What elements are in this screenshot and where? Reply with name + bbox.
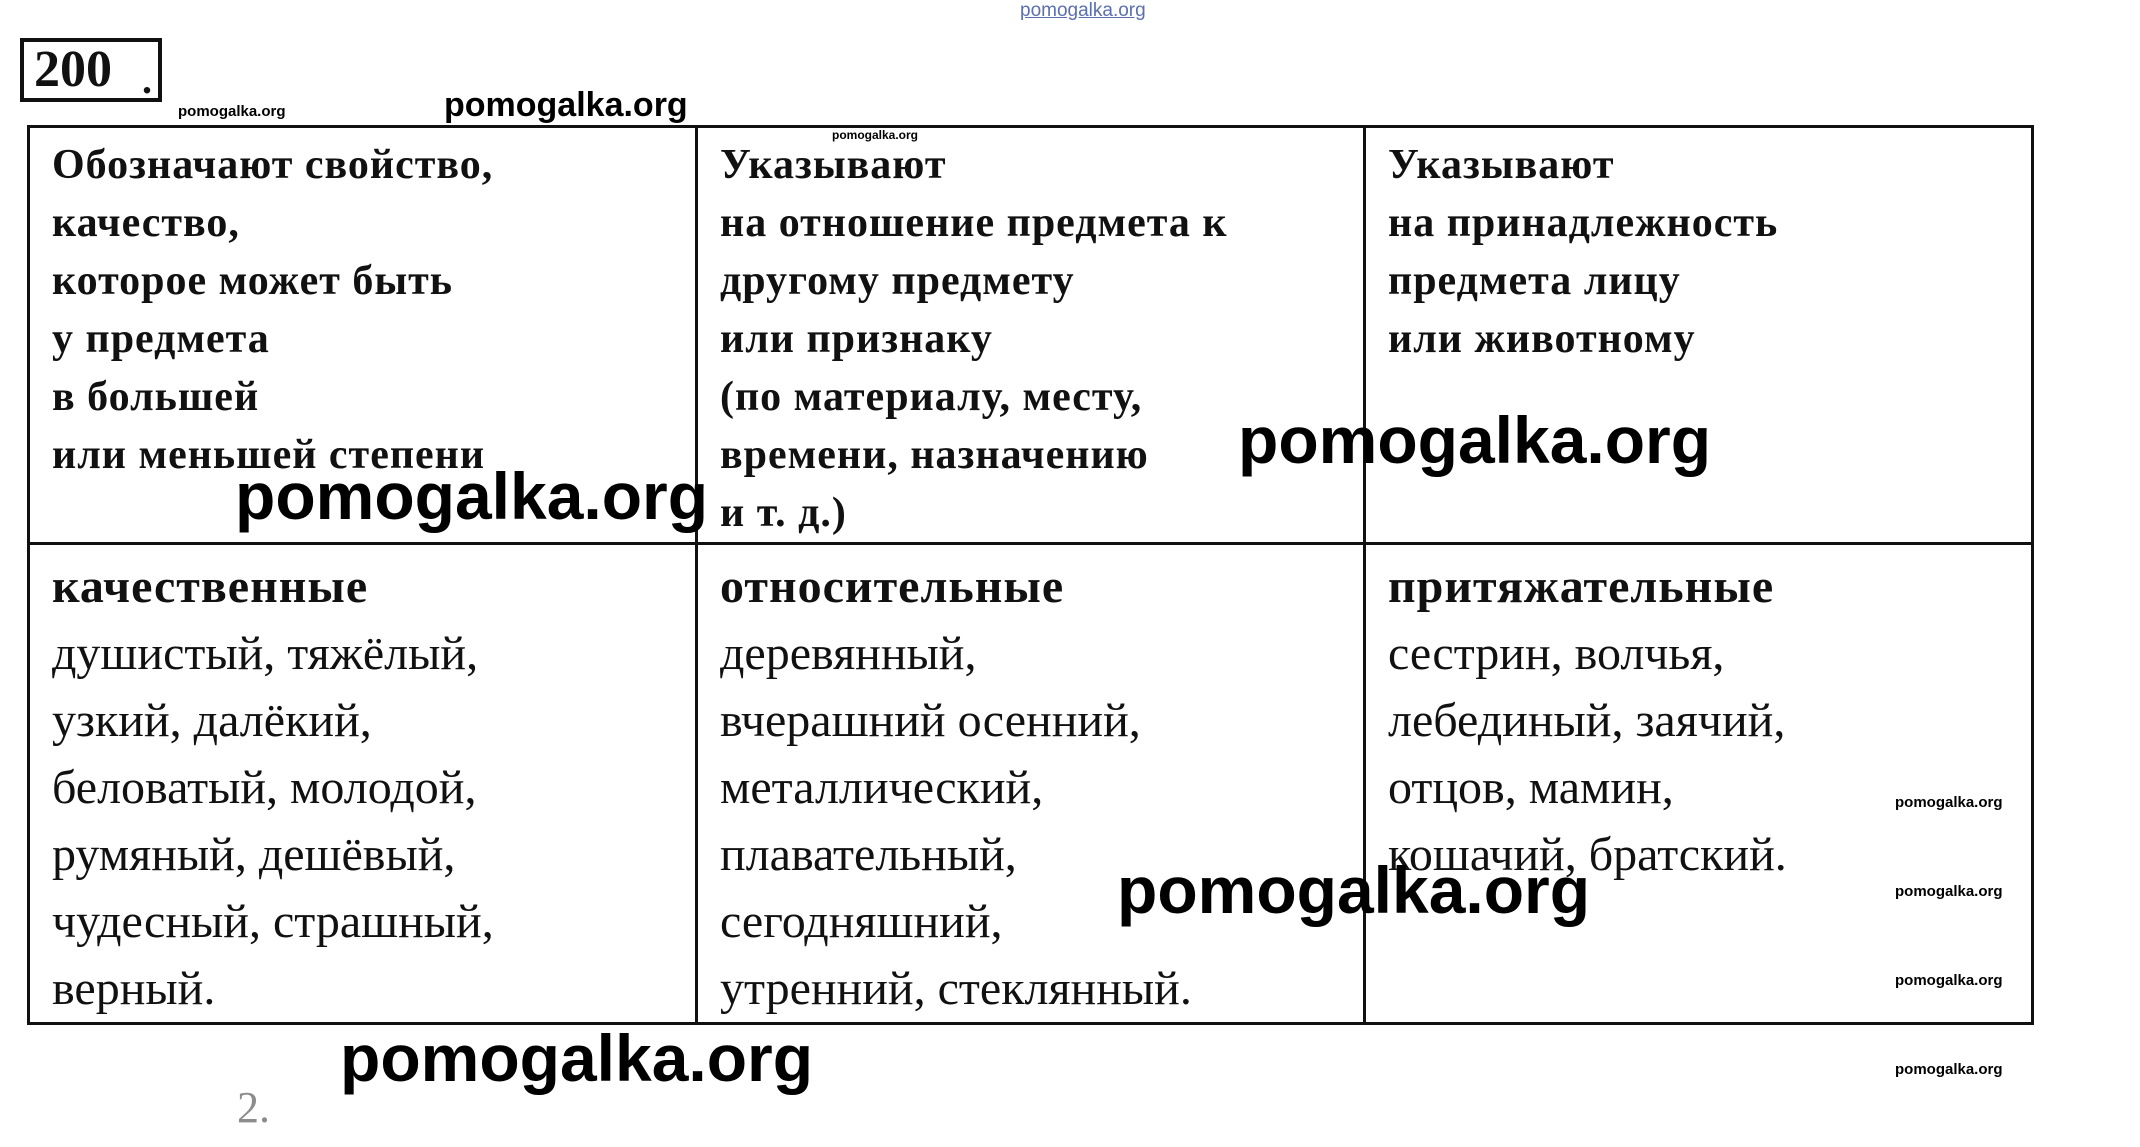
category-title: притяжательные (1388, 560, 1775, 613)
example-line: деревянный, (720, 627, 977, 680)
watermark-top: pomogalka.org (1020, 0, 1146, 21)
examples-cell-relative (697, 544, 1365, 1024)
watermark-small: pomogalka.org (1895, 1061, 2003, 1078)
header-line: которое может быть (52, 258, 453, 304)
page-number: 2. (237, 1083, 270, 1132)
example-line: верный. (52, 962, 216, 1015)
header-line: качество, (52, 200, 240, 246)
header-line: на отношение предмета к (720, 200, 1228, 246)
category-title: относительные (720, 560, 1065, 613)
example-line: душистый, тяжёлый, (52, 627, 479, 680)
watermark-small: pomogalka.org (1895, 883, 2003, 900)
adjective-categories-table (27, 125, 2034, 1025)
header-line: времени, назначению (720, 432, 1149, 478)
example-line: плавательный, (720, 828, 1017, 881)
example-line: кошачий, братский. (1388, 828, 1787, 881)
watermark-small: pomogalka.org (178, 103, 286, 120)
header-cell-possessive (1365, 127, 2033, 544)
watermark-small: pomogalka.org (1895, 794, 2003, 811)
header-line: Указывают (1388, 142, 1615, 188)
exercise-number-dot: . (142, 57, 152, 102)
example-line: беловатый, молодой, (52, 761, 477, 814)
example-line: вчерашний осенний, (720, 694, 1141, 747)
watermark-large: pomogalka.org (235, 459, 709, 533)
examples-cell-possessive (1365, 544, 2033, 1024)
example-line: металлический, (720, 761, 1044, 814)
example-line: сегодняшний, (720, 895, 1003, 948)
watermark-large: pomogalka.org (1238, 403, 1712, 477)
example-line: отцов, мамин, (1388, 761, 1674, 814)
example-line: лебединый, заячий, (1388, 694, 1786, 747)
examples-cell-qualitative (29, 544, 697, 1024)
header-line: другому предмету (720, 258, 1075, 304)
example-line: узкий, далёкий, (52, 694, 372, 747)
category-title: качественные (52, 560, 369, 613)
header-line: предмета лицу (1388, 258, 1681, 304)
example-line: чудесный, страшный, (52, 895, 494, 948)
watermark-large: pomogalka.org (340, 1021, 814, 1095)
table-body-row (29, 544, 2033, 1024)
header-line: (по материалу, месту, (720, 374, 1143, 420)
header-line: и т. д.) (720, 490, 847, 536)
header-line: или признаку (720, 316, 993, 362)
header-line: в большей (52, 374, 260, 420)
header-line: Обозначают свойство, (52, 142, 494, 188)
example-line: утренний, стеклянный. (720, 962, 1192, 1015)
header-line: или животному (1388, 316, 1696, 362)
header-line: Указывают (720, 142, 947, 188)
example-line: сестрин, волчья, (1388, 627, 1725, 680)
watermark-tiny: pomogalka.org (832, 128, 919, 142)
header-line: на принадлежность (1388, 200, 1779, 246)
example-line: румяный, дешёвый, (52, 828, 456, 881)
watermark-small: pomogalka.org (1895, 972, 2003, 989)
header-cell-relative (697, 127, 1365, 544)
exercise-number: 200 (20, 38, 162, 102)
header-line: у предмета (52, 316, 270, 362)
watermark-medium: pomogalka.org (444, 86, 688, 124)
header-line: или меньшей степени (52, 432, 486, 478)
watermark-large: pomogalka.org (1117, 853, 1591, 927)
